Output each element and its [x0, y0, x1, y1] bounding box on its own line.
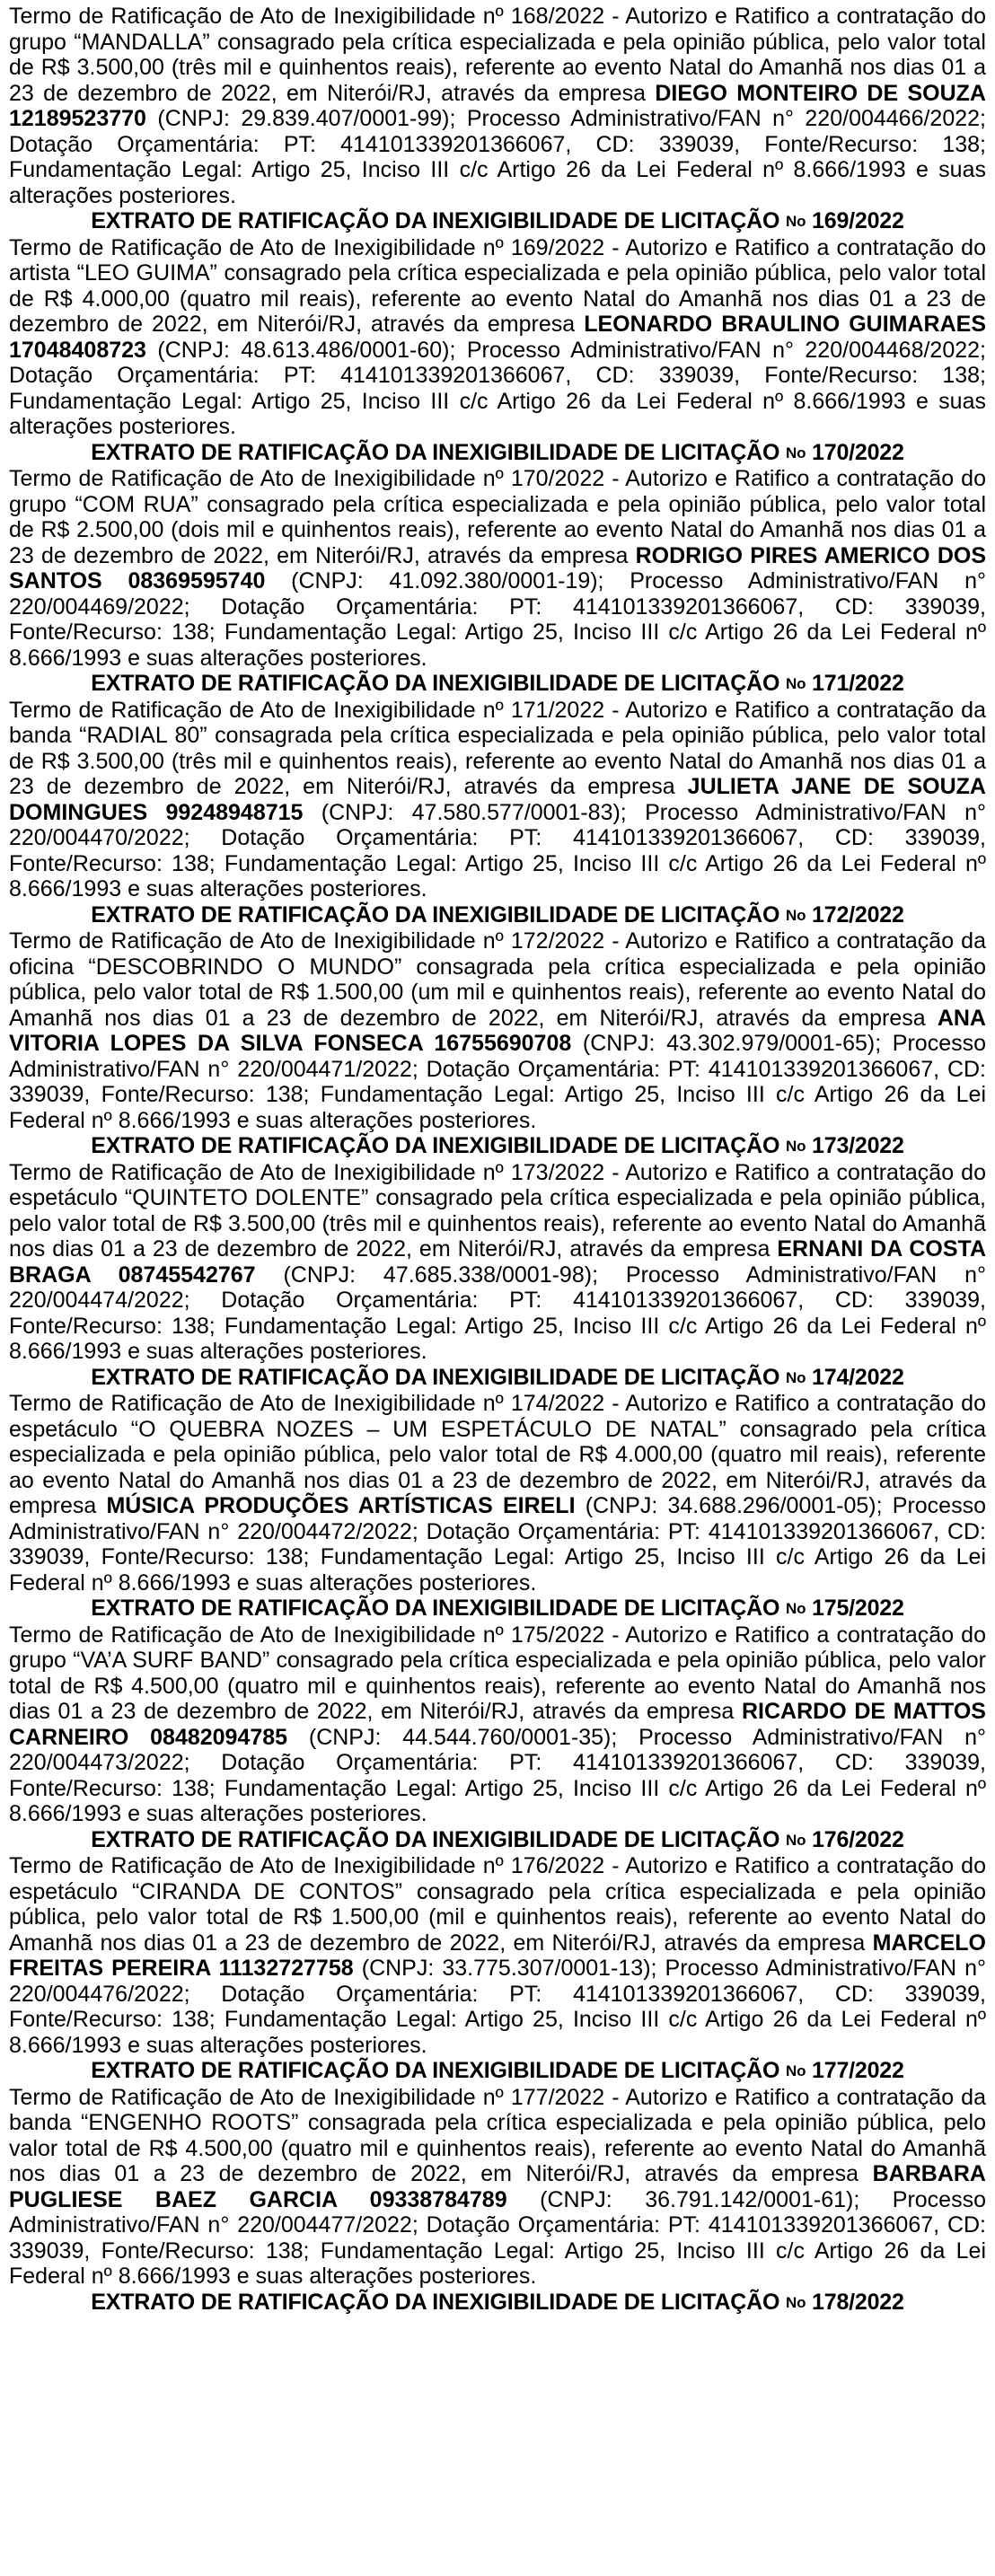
extract-number-prefix: No [786, 2062, 806, 2079]
extract-body-text: Termo de Ratificação de Ato de Inexigibilidade nº 177/2022 - Autorizo e Ratifico a contratação da banda “ENGENHO ROOTS” consagrada pela crítica especializada e pela opinião pública, pelo valor total de R$ 4.500,00 (quatro mil e quinhentos reais), referente ao evento Natal do Amanhã nos dias 01 a 23 de dezembro de 2022, em Niterói/RJ, através da empresa [9, 2084, 986, 2186]
extract-body-details: (CNPJ: 34.688.296/0001-05); Processo Administrativo/FAN n° 220/004472/2022; Dotação Orçamentária: PT: 414101339201366067, CD: 339039, Fonte/Recurso: 138; Fundamentação Legal: Artigo 25, Inciso III c/c Artigo 26 da Lei Federal nº 8.666/1993 e suas alterações posteriores. [9, 1493, 986, 1596]
contractor-name: MÚSICA PRODUÇÕES ARTÍSTICAS EIRELI [106, 1493, 576, 1518]
contractor-name: ERNANI DA COSTA BRAGA 08745542767 [9, 1236, 986, 1288]
extract-entry [9, 902, 986, 1134]
extract-body-details: (CNPJ: 29.839.407/0001-99); Processo Administrativo/FAN n° 220/004466/2022; Dotação Orçamentária: PT: 414101339201366067, CD: 339039, Fonte/Recurso: 138; Fundamentação Legal: Artigo 25, Inciso III c/c Artigo 26 da Lei Federal nº 8.666/1993 e suas alterações posteriores. [9, 106, 986, 208]
extract-number: 175/2022 [812, 1596, 904, 1621]
extract-entry [9, 671, 986, 902]
extract-heading-title: EXTRATO DE RATIFICAÇÃO DA INEXIGIBILIDADE DE LICITAÇÃO [91, 1364, 780, 1390]
extract-heading [9, 1365, 986, 1392]
extract-heading-title: EXTRATO DE RATIFICAÇÃO DA INEXIGIBILIDADE DE LICITAÇÃO [91, 439, 780, 465]
extract-body-text: Termo de Ratificação de Ato de Inexigibilidade nº 168/2022 - Autorizo e Ratifico a contratação do grupo “MANDALLA” consagrado pela crítica especializada e pela opinião pública, pelo valor total de R$ 3.500,00 (três mil e quinhentos reais), referente ao evento Natal do Amanhã nos dias 01 a 23 de dezembro de 2022, em Niterói/RJ, através da empresa [9, 4, 986, 106]
extract-heading-title: EXTRATO DE RATIFICAÇÃO DA INEXIGIBILIDADE DE LICITAÇÃO [91, 901, 780, 928]
extract-number: 170/2022 [812, 439, 904, 465]
extract-number: 169/2022 [812, 208, 904, 233]
extract-body-details: (CNPJ: 41.092.380/0001-19); Processo Administrativo/FAN n° 220/004469/2022; Dotação Orçamentária: PT: 414101339201366067, CD: 339039, Fonte/Recurso: 138; Fundamentação Legal: Artigo 25, Inciso III c/c Artigo 26 da Lei Federal nº 8.666/1993 e suas alterações posteriores. [9, 568, 986, 671]
extract-body-text: Termo de Ratificação de Ato de Inexigibilidade nº 173/2022 - Autorizo e Ratifico a contratação do espetáculo “QUINTETO DOLENTE” consagrado pela crítica especializada e pela opinião pública, pelo valor total de R$ 3.500,00 (três mil e quinhentos reais), referente ao evento Natal do Amanhã nos dias 01 a 23 de dezembro de 2022, em Niterói/RJ, através da empresa [9, 1159, 986, 1262]
extract-body-text: Termo de Ratificação de Ato de Inexigibilidade nº 174/2022 - Autorizo e Ratifico a contratação do espetáculo “O QUEBRA NOZES – UM ESPETÁCULO DE NATAL” consagrado pela crítica especializada e pela opinião pública, pelo valor total de R$ 4.000,00 (quatro mil reais), referente ao evento Natal do Amanhã nos dias 01 a 23 de dezembro de 2022, em Niterói/RJ, através da empresa [9, 1391, 986, 1518]
extract-body-text: Termo de Ratificação de Ato de Inexigibilidade nº 171/2022 - Autorizo e Ratifico a contratação da banda “RADIAL 80” consagrada pela crítica especializada e pela opinião pública, pelo valor total de R$ 3.500,00 (três mil e quinhentos reais), referente ao evento Natal do Amanhã nos dias 01 a 23 de dezembro de 2022, em Niterói/RJ, através da empresa [9, 697, 986, 799]
extract-heading-title: EXTRATO DE RATIFICAÇÃO DA INEXIGIBILIDADE DE LICITAÇÃO [91, 208, 780, 233]
extract-body [9, 2085, 986, 2290]
extract-body [9, 1622, 986, 1827]
extract-entry [9, 1133, 986, 1365]
extract-number-prefix: No [786, 1138, 806, 1155]
extract-number-prefix: No [786, 1600, 806, 1617]
extract-heading [9, 2058, 986, 2085]
extract-entry [9, 4, 986, 208]
extract-number-prefix: No [786, 1368, 806, 1386]
extract-body [9, 466, 986, 671]
extract-heading-title: EXTRATO DE RATIFICAÇÃO DA INEXIGIBILIDADE DE LICITAÇÃO [91, 2289, 780, 2315]
extract-heading-title: EXTRATO DE RATIFICAÇÃO DA INEXIGIBILIDADE DE LICITAÇÃO [91, 1133, 780, 1158]
extract-body [9, 235, 986, 440]
extract-body [9, 1391, 986, 1596]
extract-body-details: (CNPJ: 43.302.979/0001-65); Processo Administrativo/FAN n° 220/004471/2022; Dotação Orçamentária: PT: 414101339201366067, CD: 339039, Fonte/Recurso: 138; Fundamentação Legal: Artigo 25, Inciso III c/c Artigo 26 da Lei Federal nº 8.666/1993 e suas alterações posteriores. [9, 1031, 986, 1133]
extract-entry [9, 1827, 986, 2059]
contractor-name: LEONARDO BRAULINO GUIMARAES 17048408723 [9, 312, 987, 363]
extract-body-text: Termo de Ratificação de Ato de Inexigibilidade nº 175/2022 - Autorizo e Ratifico a contratação do grupo “VA’A SURF BAND” consagrado pela crítica especializada e pela opinião pública, pelo valor total de R$ 4.500,00 (quatro mil e quinhentos reais), referente ao evento Natal do Amanhã nos dias 01 a 23 de dezembro de 2022, em Niterói/RJ, através da empresa [9, 1622, 986, 1724]
extract-heading [9, 902, 986, 929]
extract-body-details: (CNPJ: 33.775.307/0001-13); Processo Administrativo/FAN n° 220/004476/2022; Dotação Orçamentária: PT: 414101339201366067, CD: 339039, Fonte/Recurso: 138; Fundamentação Legal: Artigo 25, Inciso III c/c Artigo 26 da Lei Federal nº 8.666/1993 e suas alterações posteriores. [9, 1956, 987, 2058]
extract-body-text: Termo de Ratificação de Ato de Inexigibilidade nº 176/2022 - Autorizo e Ratifico a contratação do espetáculo “CIRANDA DE CONTOS” consagrado pela crítica especializada e pela opinião pública, pelo valor total de R$ 1.500,00 (mil e quinhentos reais), referente ao evento Natal do Amanhã nos dias 01 a 23 de dezembro de 2022, em Niterói/RJ, através da empresa [9, 1853, 986, 1956]
extract-body-text: Termo de Ratificação de Ato de Inexigibilidade nº 169/2022 - Autorizo e Ratifico a contratação do artista “LEO GUIMA” consagrado pela crítica especializada e pela opinião pública, pelo valor total de R$ 4.000,00 (quatro mil reais), referente ao evento Natal do Amanhã nos dias 01 a 23 de dezembro de 2022, em Niterói/RJ, através da empresa [9, 234, 986, 337]
contractor-name: MARCELO FREITAS PEREIRA 11132727758 [9, 1930, 986, 1981]
extract-number: 178/2022 [812, 2289, 904, 2315]
extract-body [9, 1853, 986, 2058]
extract-body [9, 698, 986, 902]
contractor-name: BARBARA PUGLIESE BAEZ GARCIA 09338784789 [9, 2161, 986, 2212]
extract-entry [9, 1596, 986, 1827]
contractor-name: JULIETA JANE DE SOUZA DOMINGUES 99248948715 [9, 774, 986, 825]
extract-number-prefix: No [786, 906, 806, 924]
extract-heading [9, 208, 986, 235]
extract-number: 174/2022 [812, 1364, 904, 1390]
extract-entry [9, 1365, 986, 1596]
extract-heading-title: EXTRATO DE RATIFICAÇÃO DA INEXIGIBILIDADE DE LICITAÇÃO [91, 1596, 780, 1621]
extract-heading [9, 1596, 986, 1622]
extract-number-prefix: No [786, 2293, 806, 2311]
extract-body [9, 4, 986, 208]
extract-heading [9, 2290, 986, 2317]
extract-body-details: (CNPJ: 47.580.577/0001-83); Processo Administrativo/FAN n° 220/004470/2022; Dotação Orçamentária: PT: 414101339201366067, CD: 339039, Fonte/Recurso: 138; Fundamentação Legal: Artigo 25, Inciso III c/c Artigo 26 da Lei Federal nº 8.666/1993 e suas alterações posteriores. [9, 799, 987, 901]
contractor-name: ANA VITORIA LOPES DA SILVA FONSECA 16755690708 [9, 1005, 986, 1056]
extract-body [9, 928, 986, 1133]
extract-body-details: (CNPJ: 47.685.338/0001-98); Processo Administrativo/FAN n° 220/004474/2022; Dotação Orçamentária: PT: 414101339201366067, CD: 339039, Fonte/Recurso: 138; Fundamentação Legal: Artigo 25, Inciso III c/c Artigo 26 da Lei Federal nº 8.666/1993 e suas alterações posteriores. [9, 1262, 986, 1364]
extract-number: 172/2022 [812, 901, 904, 928]
extract-heading [9, 1827, 986, 1854]
extract-heading-title: EXTRATO DE RATIFICAÇÃO DA INEXIGIBILIDADE DE LICITAÇÃO [91, 2058, 780, 2083]
extract-number: 171/2022 [812, 671, 904, 696]
extract-entry [9, 2058, 986, 2290]
extract-number-prefix: No [786, 1831, 806, 1849]
extract-number-prefix: No [786, 444, 806, 462]
extract-body [9, 1160, 986, 1365]
contractor-name: RICARDO DE MATTOS CARNEIRO 08482094785 [9, 1699, 986, 1750]
ratification-extracts [9, 4, 986, 2316]
extract-entry [9, 2290, 986, 2317]
extract-number: 176/2022 [812, 1826, 904, 1852]
extract-entry [9, 440, 986, 672]
extract-entry [9, 208, 986, 440]
extract-number-prefix: No [786, 675, 806, 692]
extract-body-details: (CNPJ: 44.544.760/0001-35); Processo Administrativo/FAN n° 220/004473/2022; Dotação Orçamentária: PT: 414101339201366067, CD: 339039, Fonte/Recurso: 138; Fundamentação Legal: Artigo 25, Inciso III c/c Artigo 26 da Lei Federal nº 8.666/1993 e suas alterações posteriores. [9, 1724, 986, 1826]
extract-body-details: (CNPJ: 48.613.486/0001-60); Processo Administrativo/FAN n° 220/004468/2022; Dotação Orçamentária: PT: 414101339201366067, CD: 339039, Fonte/Recurso: 138; Fundamentação Legal: Artigo 25, Inciso III c/c Artigo 26 da Lei Federal nº 8.666/1993 e suas alterações posteriores. [9, 337, 986, 439]
extract-number: 173/2022 [812, 1133, 904, 1158]
extract-body-text: Termo de Ratificação de Ato de Inexigibilidade nº 172/2022 - Autorizo e Ratifico a contratação da oficina “DESCOBRINDO O MUNDO” consagrada pela crítica especializada e pela opinião pública, pelo valor total de R$ 1.500,00 (um mil e quinhentos reais), referente ao evento Natal do Amanhã nos dias 01 a 23 de dezembro de 2022, em Niterói/RJ, através da empresa [9, 928, 986, 1031]
extract-heading [9, 1133, 986, 1160]
extract-heading [9, 671, 986, 698]
contractor-name: RODRIGO PIRES AMERICO DOS SANTOS 08369595740 [9, 542, 986, 593]
extract-heading [9, 440, 986, 467]
extract-number-prefix: No [786, 213, 806, 230]
extract-heading-title: EXTRATO DE RATIFICAÇÃO DA INEXIGIBILIDADE DE LICITAÇÃO [91, 1826, 780, 1852]
extract-body-text: Termo de Ratificação de Ato de Inexigibilidade nº 170/2022 - Autorizo e Ratifico a contratação do grupo “COM RUA” consagrado pela crítica especializada e pela opinião pública, pelo valor total de R$ 2.500,00 (dois mil e quinhentos reais), referente ao evento Natal do Amanhã nos dias 01 a 23 de dezembro de 2022, em Niterói/RJ, através da empresa [9, 466, 986, 568]
extract-heading-title: EXTRATO DE RATIFICAÇÃO DA INEXIGIBILIDADE DE LICITAÇÃO [91, 671, 780, 696]
extract-body-details: (CNPJ: 36.791.142/0001-61); Processo Administrativo/FAN n° 220/004477/2022; Dotação Orçamentária: PT: 414101339201366067, CD: 339039, Fonte/Recurso: 138; Fundamentação Legal: Artigo 25, Inciso III c/c Artigo 26 da Lei Federal nº 8.666/1993 e suas alterações posteriores. [9, 2186, 986, 2289]
extract-number: 177/2022 [812, 2058, 904, 2083]
contractor-name: DIEGO MONTEIRO DE SOUZA 12189523770 [9, 80, 986, 131]
